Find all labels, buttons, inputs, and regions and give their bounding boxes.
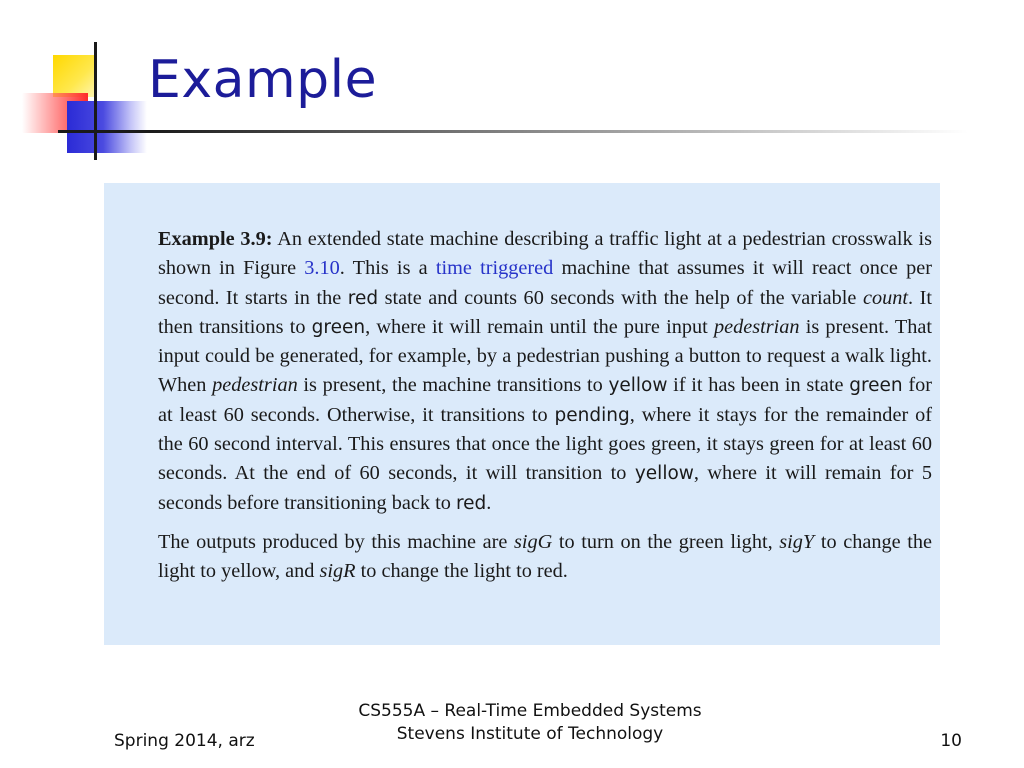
output-sigG: sigG bbox=[513, 530, 553, 553]
text-run: . bbox=[486, 491, 492, 514]
text-run: , where it will remain for 5 seconds before transitioning back to bbox=[158, 462, 932, 514]
figure-link[interactable]: 3.10 bbox=[304, 257, 340, 280]
example-paragraph-1 bbox=[158, 225, 932, 518]
state-yellow: yellow bbox=[608, 375, 668, 397]
footer-institution: Stevens Institute of Technology bbox=[396, 724, 664, 744]
title-underline bbox=[58, 130, 968, 133]
input-pedestrian: pedestrian bbox=[713, 315, 800, 338]
state-green: green bbox=[849, 375, 903, 397]
text-run: The outputs produced by this machine are bbox=[158, 530, 514, 553]
input-pedestrian: pedestrian bbox=[212, 374, 298, 397]
text-run: is present, the machine transitions to bbox=[297, 374, 609, 397]
logo-yellow-square bbox=[53, 55, 95, 97]
page-number: 10 bbox=[940, 731, 962, 751]
text-run: An extended state machine describing a traffic light at a pedestrian crosswalk is shown in Figure bbox=[158, 228, 933, 280]
text-run: to change the light to yellow, and bbox=[158, 530, 932, 583]
example-excerpt bbox=[104, 183, 940, 645]
text-run: . This is a bbox=[339, 257, 436, 280]
variable-count: count bbox=[862, 286, 909, 309]
state-yellow: yellow bbox=[634, 463, 694, 485]
example-paragraph-2 bbox=[158, 528, 932, 587]
output-sigR: sigR bbox=[319, 560, 356, 583]
text-run: if it has been in state bbox=[667, 374, 850, 397]
example-label: Example 3.9: bbox=[158, 228, 273, 250]
text-run: state and counts 60 seconds with the help of the variable bbox=[378, 286, 863, 309]
text-run: to change the light to red. bbox=[355, 560, 568, 583]
slide-title: Example bbox=[148, 50, 378, 110]
text-run: . It then transitions to bbox=[158, 286, 932, 338]
footer-date-author: Spring 2014, arz bbox=[114, 731, 255, 751]
state-pending: pending bbox=[554, 404, 630, 426]
state-green: green bbox=[311, 316, 366, 338]
text-run: is present. That input could be generated, for example, by a pedestrian pushing a button to request a walk light. When bbox=[158, 315, 932, 397]
footer-course-info bbox=[330, 700, 730, 746]
text-run: to turn on the green light, bbox=[552, 530, 780, 553]
footer-course: CS555A – Real-Time Embedded Systems bbox=[358, 701, 702, 721]
state-red: red bbox=[455, 492, 487, 514]
text-run: machine that assumes it will react once per second. It starts in the bbox=[158, 257, 932, 309]
text-run: , where it stays for the remainder of the 60 second interval. This ensures that once the light goes green, it stays green for at least 60 seconds. At the end of 60 seconds, it will transition to bbox=[158, 403, 932, 485]
logo-blue-square bbox=[67, 101, 147, 153]
time-triggered-link[interactable]: time triggered bbox=[435, 257, 554, 280]
output-sigY: sigY bbox=[779, 530, 815, 553]
state-red: red bbox=[347, 287, 379, 309]
text-run: for at least 60 seconds. Otherwise, it transitions to bbox=[158, 374, 932, 426]
logo-vertical-line bbox=[94, 42, 97, 160]
text-run: , where it will remain until the pure input bbox=[365, 315, 714, 338]
